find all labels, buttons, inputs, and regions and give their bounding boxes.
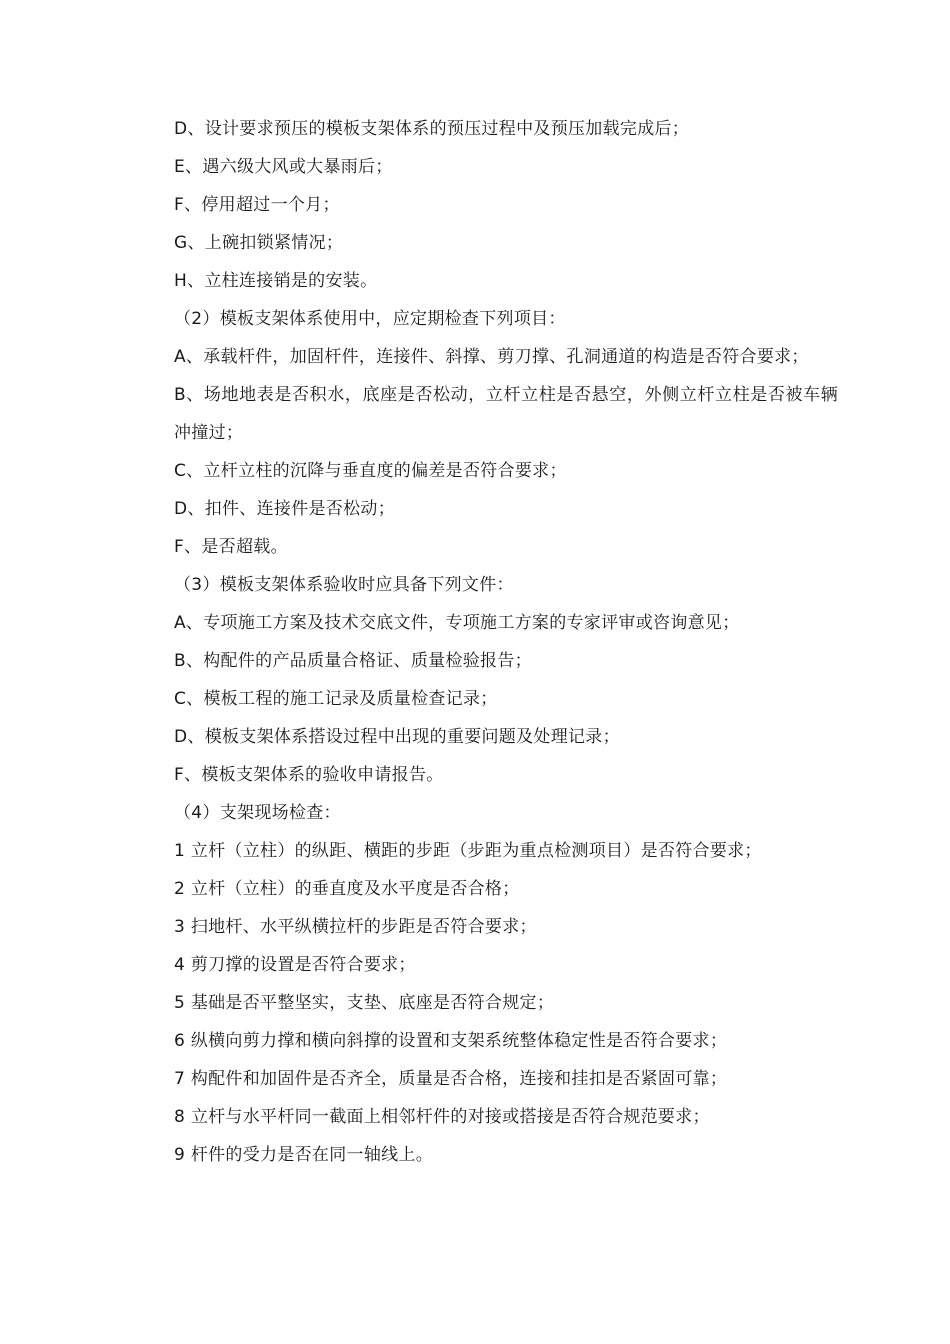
list-item: 7 构配件和加固件是否齐全，质量是否合格，连接和挂扣是否紧固可靠；: [174, 1069, 728, 1089]
list-item: 8 立杆与水平杆同一截面上相邻杆件的对接或搭接是否符合规范要求；: [174, 1107, 710, 1127]
list-item: 9 杆件的受力是否在同一轴线上。: [174, 1145, 434, 1165]
paragraph: D、模板支架体系搭设过程中出现的重要问题及处理记录；: [174, 727, 620, 747]
list-item: 6 纵横向剪力撑和横向斜撑的设置和支架系统整体稳定性是否符合要求；: [174, 1031, 728, 1051]
list-item: 1 立杆（立柱）的纵距、横距的步距（步距为重点检测项目）是否符合要求；: [174, 841, 762, 861]
paragraph: D、扣件、连接件是否松动；: [174, 499, 395, 519]
paragraph: F、模板支架体系的验收申请报告。: [174, 765, 444, 785]
list-item: 5 基础是否平整坚实，支垫、底座是否符合规定；: [174, 993, 555, 1013]
paragraph: F、是否超载。: [174, 537, 288, 557]
list-item: 2 立杆（立柱）的垂直度及水平度是否合格；: [174, 879, 520, 899]
paragraph: G、上碗扣锁紧情况；: [174, 233, 344, 253]
paragraph: F、停用超过一个月；: [174, 195, 340, 215]
list-item: 3 扫地杆、水平纵横拉杆的步距是否符合要求；: [174, 917, 537, 937]
paragraph: E、遇六级大风或大暴雨后；: [174, 157, 393, 177]
section-heading: （2）模板支架体系使用中，应定期检查下列项目：: [174, 309, 566, 329]
section-heading: （3）模板支架体系验收时应具备下列文件：: [174, 575, 514, 595]
paragraph: C、模板工程的施工记录及质量检查记录；: [174, 689, 498, 709]
paragraph: H、立柱连接销是的安装。: [174, 271, 378, 291]
document-body: [138, 110, 838, 1174]
paragraph: C、立杆立柱的沉降与垂直度的偏差是否符合要求；: [174, 461, 567, 481]
section-heading: （4）支架现场检查：: [174, 803, 341, 823]
paragraph: B、构配件的产品质量合格证、质量检验报告；: [174, 651, 532, 671]
list-item: 4 剪刀撑的设置是否符合要求；: [174, 955, 416, 975]
paragraph: A、承载杆件，加固杆件，连接件、斜撑、剪刀撑、孔洞通道的构造是否符合要求；: [174, 347, 809, 367]
paragraph: B、场地地表是否积水，底座是否松动，立杆立柱是否悬空，外侧立杆立柱是否被车辆冲撞过；: [174, 385, 838, 443]
paragraph: D、设计要求预压的模板支架体系的预压过程中及预压加载完成后；: [174, 119, 690, 139]
paragraph: A、专项施工方案及技术交底文件，专项施工方案的专家评审或咨询意见；: [174, 613, 740, 633]
